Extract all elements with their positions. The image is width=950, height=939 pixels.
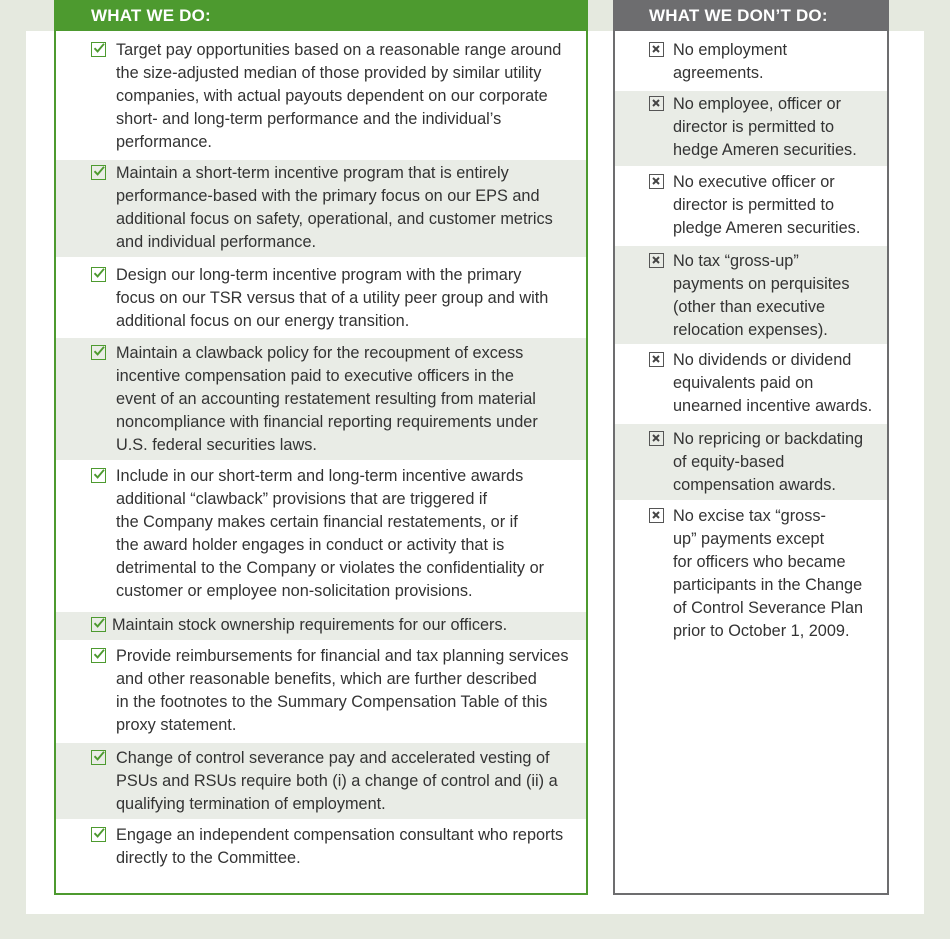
checkbox-x-icon [649, 42, 664, 57]
item-text-line: proxy statement. [116, 716, 237, 734]
item-text [116, 824, 572, 870]
do-item [56, 612, 586, 640]
item-text-line: prior to October 1, 2009. [673, 622, 850, 640]
item-text [673, 39, 879, 85]
item-text-line: No dividends or dividend [673, 351, 852, 369]
checkbox-checked-icon [91, 648, 106, 663]
do-item [56, 338, 586, 460]
item-text-line: incentive compensation paid to executive officers in the [116, 367, 514, 385]
item-text [673, 93, 879, 162]
checkbox-checked-icon [91, 165, 106, 180]
do-item [56, 743, 586, 819]
item-text-line: additional focus on our energy transition. [116, 312, 410, 330]
item-text-line: additional focus on safety, operational, and customer metrics [116, 210, 553, 228]
checkbox-checked-icon [91, 345, 106, 360]
item-text-line: focus on our TSR versus that of a utility peer group and with [116, 289, 549, 307]
item-text-line: noncompliance with financial reporting requirements under [116, 413, 538, 431]
checkbox-x-icon [649, 352, 664, 367]
what-we-dont-do-panel [613, 0, 889, 895]
item-text-line: directly to the Committee. [116, 849, 301, 867]
item-text [673, 349, 879, 418]
checkbox-checked-icon [91, 750, 106, 765]
dont-item [615, 167, 887, 245]
item-text-line: of Control Severance Plan [673, 599, 864, 617]
do-item [56, 820, 586, 880]
item-text-line: companies, with actual payouts dependent on our corporate [116, 87, 548, 105]
item-text-line: Include in our short-term and long-term incentive awards [116, 467, 524, 485]
item-text-line: Target pay opportunities based on a reasonable range around [116, 41, 562, 59]
dont-item [615, 246, 887, 344]
item-text-line: director is permitted to [673, 196, 835, 214]
item-text-line: up” payments except [673, 530, 825, 548]
item-text-line: pledge Ameren securities. [673, 219, 861, 237]
item-text-line: short- and long-term performance and the individual’s [116, 110, 502, 128]
do-item [56, 160, 586, 257]
checkbox-x-icon [649, 431, 664, 446]
checkbox-x-icon [649, 253, 664, 268]
do-item [56, 461, 586, 611]
item-text-line: compensation awards. [673, 476, 836, 494]
item-text [116, 645, 572, 737]
item-text-line: unearned incentive awards. [673, 397, 873, 415]
item-text-line: No tax “gross-up” [673, 252, 799, 270]
item-text-line: and individual performance. [116, 233, 317, 251]
item-text-line: No excise tax “gross- [673, 507, 826, 525]
checkbox-x-icon [649, 96, 664, 111]
item-text [112, 614, 572, 637]
checkbox-checked-icon [91, 827, 106, 842]
item-text-line: Provide reimbursements for financial and tax planning services [116, 647, 569, 665]
item-text-line: Change of control severance pay and accelerated vesting of [116, 749, 550, 767]
item-text-line: payments on perquisites [673, 275, 850, 293]
item-text-line: relocation expenses). [673, 321, 828, 339]
item-text-line: No executive officer or [673, 173, 835, 191]
item-text-line: of equity-based [673, 453, 785, 471]
item-text [673, 505, 879, 643]
item-text-line: additional “clawback” provisions that are triggered if [116, 490, 488, 508]
do-item [56, 641, 586, 742]
what-we-do-panel [54, 0, 588, 895]
item-text-line: for officers who became [673, 553, 846, 571]
item-text-line: Engage an independent compensation consultant who reports [116, 826, 564, 844]
item-text-line: in the footnotes to the Summary Compensation Table of this [116, 693, 548, 711]
item-text-line: the size-adjusted median of those provided by similar utility [116, 64, 542, 82]
item-text [116, 342, 572, 457]
item-text-line: Maintain a clawback policy for the recoupment of excess [116, 344, 524, 362]
item-text [116, 264, 572, 333]
item-text-line: PSUs and RSUs require both (i) a change of control and (ii) a [116, 772, 558, 790]
do-item [56, 258, 586, 337]
item-text-line: qualifying termination of employment. [116, 795, 386, 813]
item-text [116, 465, 572, 603]
checkbox-x-icon [649, 508, 664, 523]
item-text-line: hedge Ameren securities. [673, 141, 857, 159]
item-text [673, 428, 879, 497]
item-text [673, 250, 879, 342]
what-we-dont-do-heading: WHAT WE DON’T DO: [613, 0, 889, 31]
item-text-line: Design our long-term incentive program with the primary [116, 266, 522, 284]
dont-item [615, 31, 887, 90]
item-text-line: performance. [116, 133, 212, 151]
item-text-line: No employee, officer or [673, 95, 842, 113]
checkbox-checked-icon [91, 468, 106, 483]
item-text-line: customer or employee non-solicitation provisions. [116, 582, 473, 600]
item-text-line: performance-based with the primary focus on our EPS and [116, 187, 540, 205]
dont-item [615, 345, 887, 423]
dont-item [615, 424, 887, 500]
item-text-line: the Company makes certain financial restatements, or if [116, 513, 518, 531]
item-text-line: Maintain a short-term incentive program that is entirely [116, 164, 509, 182]
dont-item [615, 501, 887, 651]
item-text-line: equivalents paid on [673, 374, 814, 392]
item-text [673, 171, 879, 240]
item-text-line: U.S. federal securities laws. [116, 436, 317, 454]
item-text [116, 747, 572, 816]
item-text-line: participants in the Change [673, 576, 863, 594]
item-text-line: Maintain stock ownership requirements for our officers. [112, 616, 508, 634]
item-text-line: No employment [673, 41, 788, 59]
checkbox-x-icon [649, 174, 664, 189]
item-text-line: event of an accounting restatement resulting from material [116, 390, 536, 408]
checkbox-checked-icon [91, 267, 106, 282]
item-text-line: (other than executive [673, 298, 826, 316]
item-text-line: and other reasonable benefits, which are further described [116, 670, 537, 688]
what-we-do-heading: WHAT WE DO: [54, 0, 588, 31]
checkbox-checked-icon [91, 617, 106, 632]
checkbox-checked-icon [91, 42, 106, 57]
item-text-line: No repricing or backdating [673, 430, 864, 448]
item-text-line: the award holder engages in conduct or activity that is [116, 536, 505, 554]
item-text-line: agreements. [673, 64, 764, 82]
item-text-line: director is permitted to [673, 118, 835, 136]
do-item [56, 31, 586, 159]
item-text [116, 39, 572, 154]
item-text [116, 162, 572, 254]
dont-item [615, 91, 887, 166]
item-text-line: detrimental to the Company or violates the confidentiality or [116, 559, 545, 577]
